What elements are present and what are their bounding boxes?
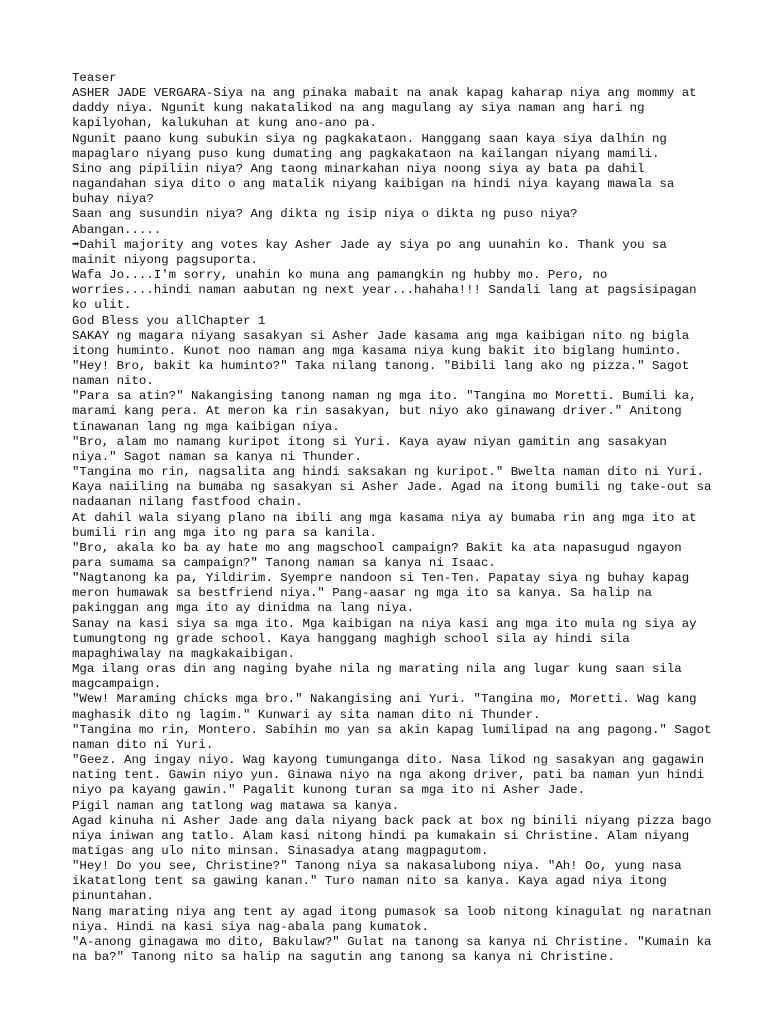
- paragraph: Nang marating niya ang tent ay agad itong pumasok sa loob nitong kinagulat ng naratnan niya. Hindi na kasi siya nag-abala pang kumatok.: [72, 904, 712, 934]
- document-body: [72, 71, 712, 965]
- paragraph: "A-anong ginagawa mo dito, Bakulaw?" Gulat na tanong sa kanya ni Christine. "Kumain ka na ba?" Tanong nito sa halip na sagutin ang tanong sa kanya ni Christine.: [72, 934, 712, 965]
- paragraph: "Tangina mo rin, Montero. Sabihin mo yan sa akin kapag lumilipad na ang pagong." Sagot naman dito ni Yuri.: [72, 722, 712, 752]
- paragraph: "Nagtanong ka pa, Yildirim. Syempre nandoon si Ten-Ten. Papatay siya ng buhay kapag meron humawak sa bestfriend niya." Pang-aasar ng mga ito sa kanya. Sa halip na pakinggan ang mga ito ay dinidma na lang niya.: [72, 571, 690, 616]
- paragraph: "Hey! Bro, bakit ka huminto?" Taka nilang tanong. "Bibili lang ako ng pizza." Sagot naman nito.: [72, 358, 690, 389]
- paragraph: At dahil wala siyang plano na ibili ang mga kasama niya ay bumaba rin ang mga ito at bumili rin ang mga ito ng para sa kanila.: [72, 510, 697, 540]
- paragraph: "Para sa atin?" Nakangising tanong naman ng mga ito. "Tangina mo Moretti. Bumili ka, marami kang pera. At meron ka rin sasakyan, but niyo ako ginawang driver." Anitong tinawanan lang ng mga kaibigan niya.: [72, 389, 697, 434]
- paragraph: "Tangina mo rin, nagsalita ang hindi saksakan ng kuripot." Bwelta naman dito ni Yuri. Kaya naiiling na bumaba ng sasakyan si Asher Jade. Agad na itong bumili ng take-out sa nadaanan nilang fastfood chain.: [72, 465, 712, 510]
- paragraph: "Wew! Maraming chicks mga bro." Nakangising ani Yuri. "Tangina mo, Moretti. Wag kang maghasik dito ng lagim." Kunwari ay sita naman dito ni Thunder.: [72, 692, 697, 722]
- paragraph: "Bro, akala ko ba ay hate mo ang magschool campaign? Bakit ka ata napasugud ngayon para sumama sa campaign?" Tanong naman sa kanya ni Isaac.: [72, 540, 682, 570]
- paragraph: "Geez. Ang ingay niyo. Wag kayong tumunganga dito. Nasa likod ng sasakyan ang gagawin nating tent. Gawin niyo yun. Ginawa niyo na nga akong driver, pati ba naman yun hindi niyo pa kayang gawin." Pagalit kunong turan sa mga ito ni Asher Jade.: [72, 753, 705, 798]
- paragraph: Saan ang susundin niya? Ang dikta ng isip niya o dikta ng puso niya?: [72, 207, 578, 222]
- paragraph: Sino ang pipiliin niya? Ang taong minarkahan niya noong siya ay bata pa dahil nagandahan siya dito o ang matalik niyang kaibigan na hindi niya kayang mawala sa buhay niya?: [72, 161, 675, 207]
- paragraph: Abangan.....: [72, 222, 162, 237]
- paragraph: ASHER JADE VERGARA-Siya na ang pinaka mabait na anak kapag kaharap niya ang mommy at daddy niya. Ngunit kung nakatalikod na ang magulang ay siya naman ang hari ng kapilyohan, kalukuhan at kung ano-ano pa.: [72, 86, 697, 131]
- paragraph: "Hey! Do you see, Christine?" Tanong niya sa nakasalubong niya. "Ah! Oo, yung nasa ikatatlong tent sa gawing kanan." Turo naman nito sa kanya. Kaya agad niya itong pinuntahan.: [72, 859, 682, 904]
- paragraph: Sanay na kasi siya sa mga ito. Mga kaibigan na niya kasi ang mga ito mula ng siya ay tumungtong ng grade school. Kaya hanggang maghigh school sila ay hindi sila mapaghiwalay na magkakaibigan.: [72, 616, 697, 661]
- paragraph: Agad kinuha ni Asher Jade ang dala niyang back pack at box ng binili niyang pizza bago niya iniwan ang tatlo. Alam kasi nitong hindi pa kumakain si Christine. Alam niyang matigas ang ulo nito minsan. Sinasadya atang magpagutom.: [72, 813, 712, 858]
- paragraph: ➡Dahil majority ang votes kay Asher Jade ay siya po ang uunahin ko. Thank you sa mainit niyong pagsuporta.: [72, 237, 667, 267]
- paragraph: Pigil naman ang tatlong wag matawa sa kanya.: [72, 798, 400, 813]
- paragraph-chapter-heading: God Bless you allChapter 1: [72, 313, 266, 328]
- paragraph: SAKAY ng magara niyang sasakyan si Asher Jade kasama ang mga kaibigan nito ng bigla itong huminto. Kunot noo naman ang mga kasama niya kung bakit ito biglang huminto.: [72, 328, 690, 358]
- paragraph-teaser-heading: Teaser: [72, 71, 117, 85]
- paragraph: Mga ilang oras din ang naging byahe nila ng marating nila ang lugar kung saan sila magcampaign.: [72, 662, 682, 692]
- paragraph: "Bro, alam mo namang kuripot itong si Yuri. Kaya ayaw niyan gamitin ang sasakyan niya." Sagot naman sa kanya ni Thunder.: [72, 434, 667, 464]
- paragraph: Ngunit paano kung subukin siya ng pagkakataon. Hanggang saan kaya siya dalhin ng mapaglaro niyang puso kung dumating ang pagkakataon na kailangan niyang mamili.: [72, 131, 667, 161]
- paragraph: Wafa Jo....I'm sorry, unahin ko muna ang pamangkin ng hubby mo. Pero, no worries....hindi naman aabutan ng next year...hahaha!!! Sandali lang at pagsisipagan ko ulit.: [72, 268, 697, 313]
